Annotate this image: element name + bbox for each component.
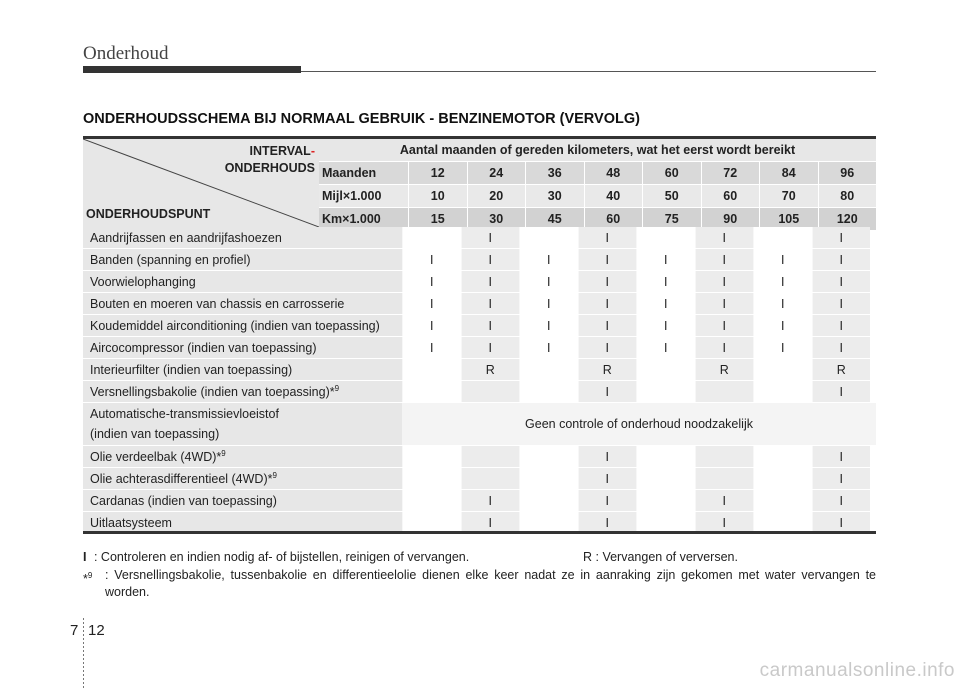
watermark: carmanualsonline.info	[759, 660, 955, 681]
item-value: I	[519, 293, 578, 314]
item-value: I	[578, 512, 637, 533]
item-value: I	[578, 337, 637, 358]
item-value	[519, 490, 578, 511]
item-value	[636, 512, 695, 533]
interval-value: 60	[584, 208, 643, 230]
interval-value: 90	[701, 208, 760, 230]
item-value: I	[461, 227, 520, 248]
item-value: I	[695, 271, 754, 292]
page-title: ONDERHOUDSSCHEMA BIJ NORMAAL GEBRUIK - BENZINEMOTOR (VERVOLG)	[83, 111, 640, 127]
item-value	[519, 468, 578, 489]
item-value	[402, 446, 461, 467]
interval-value: 30	[467, 208, 526, 230]
item-value: I	[461, 512, 520, 533]
header-bar	[83, 66, 301, 73]
interval-value: 75	[642, 208, 701, 230]
interval-caption: Aantal maanden of gereden kilometers, wat het eerst wordt bereikt	[319, 139, 876, 162]
item-value: I	[519, 271, 578, 292]
interval-value: 80	[818, 185, 877, 207]
interval-value: 120	[818, 208, 877, 230]
item-value	[753, 359, 812, 380]
interval-value: 24	[467, 162, 526, 184]
interval-row	[319, 185, 876, 208]
maintenance-point-label: ONDERHOUDSPUNT	[86, 207, 211, 221]
item-value: I	[402, 337, 461, 358]
item-value	[695, 468, 754, 489]
interval-label: INTERVAL- ONDERHOUDS	[224, 144, 315, 175]
table-row	[83, 227, 876, 249]
item-label: Automatische-transmissievloeistof (indien van toepassing)	[83, 403, 402, 445]
table-row	[83, 249, 876, 271]
page-number: 12	[88, 622, 105, 639]
item-value: I	[402, 249, 461, 270]
item-value: I	[402, 315, 461, 336]
interval-value: 50	[642, 185, 701, 207]
legend-i-text: : Controleren en indien nodig af- of bijstellen, reinigen of vervangen.	[93, 550, 470, 564]
item-value	[636, 359, 695, 380]
item-value: R	[461, 359, 520, 380]
item-value: I	[461, 490, 520, 511]
item-value: I	[812, 315, 871, 336]
item-value	[402, 490, 461, 511]
header-rule	[301, 71, 876, 72]
item-value: I	[636, 249, 695, 270]
table-row	[83, 403, 876, 446]
item-value	[519, 359, 578, 380]
maintenance-items	[83, 227, 876, 534]
item-value	[695, 446, 754, 467]
item-value: I	[812, 381, 871, 402]
table-row	[83, 381, 876, 403]
item-value: I	[695, 490, 754, 511]
item-value	[636, 490, 695, 511]
item-value: I	[578, 227, 637, 248]
table-row	[83, 315, 876, 337]
item-value	[402, 359, 461, 380]
item-value: I	[578, 293, 637, 314]
table-row	[83, 293, 876, 315]
table-row	[83, 446, 876, 468]
interval-value: 45	[525, 208, 584, 230]
interval-value: 60	[701, 185, 760, 207]
item-value	[461, 381, 520, 402]
item-value: I	[578, 490, 637, 511]
chapter-number: 7	[70, 622, 79, 639]
item-label: Aircocompressor (indien van toepassing)	[83, 337, 402, 358]
item-label: Versnellingsbakolie (indien van toepassing)*$^9$	[83, 381, 402, 402]
item-label: Cardanas (indien van toepassing)	[83, 490, 402, 511]
interval-value: 84	[759, 162, 818, 184]
item-value	[636, 381, 695, 402]
item-value: I	[461, 293, 520, 314]
item-value: I	[695, 227, 754, 248]
interval-value: 48	[584, 162, 643, 184]
interval-value: 96	[818, 162, 877, 184]
footnote-text: : Versnellingsbakolie, tussenbakolie en differentieelolie dienen elke keer nadat ze in aanraking zijn gekomen met water vervangen te worden.	[105, 568, 876, 599]
item-label: Bouten en moeren van chassis en carrosserie	[83, 293, 402, 314]
item-value: I	[753, 249, 812, 270]
interval-row-label: Mijl×1.000	[322, 189, 382, 203]
item-value	[519, 446, 578, 467]
item-value: I	[402, 271, 461, 292]
table-row	[83, 359, 876, 381]
item-label: Banden (spanning en profiel)	[83, 249, 402, 270]
item-value: I	[461, 315, 520, 336]
item-value: I	[519, 249, 578, 270]
item-value	[636, 446, 695, 467]
item-value	[461, 468, 520, 489]
item-value	[402, 468, 461, 489]
item-value	[753, 381, 812, 402]
table-row	[83, 490, 876, 512]
item-value: I	[695, 293, 754, 314]
item-value: I	[636, 271, 695, 292]
item-value: I	[636, 337, 695, 358]
interval-value: 60	[642, 162, 701, 184]
footnote-mark: *$^9$	[83, 571, 93, 587]
section-title: Onderhoud	[83, 43, 169, 64]
legend-r-text: R : Vervangen of verversen.	[583, 550, 738, 564]
item-value: I	[812, 512, 871, 533]
item-value: R	[578, 359, 637, 380]
item-value	[753, 468, 812, 489]
item-value: I	[812, 227, 871, 248]
no-maintenance-note: Geen controle of onderhoud noodzakelijk	[402, 403, 876, 445]
item-value	[753, 490, 812, 511]
item-value: I	[578, 468, 637, 489]
item-value	[402, 227, 461, 248]
item-value: I	[695, 249, 754, 270]
item-value: I	[753, 293, 812, 314]
interval-value: 15	[408, 208, 467, 230]
item-value: I	[519, 337, 578, 358]
item-value	[461, 446, 520, 467]
interval-value: 30	[525, 185, 584, 207]
legend	[83, 549, 876, 601]
item-value: I	[636, 315, 695, 336]
item-label: Voorwielophanging	[83, 271, 402, 292]
item-value	[753, 446, 812, 467]
interval-value: 72	[701, 162, 760, 184]
interval-value: 20	[467, 185, 526, 207]
item-value: I	[578, 381, 637, 402]
item-value: I	[753, 337, 812, 358]
item-value: I	[812, 468, 871, 489]
item-label: Aandrijfassen en aandrijfashoezen	[83, 227, 402, 248]
item-value: I	[402, 293, 461, 314]
item-value: I	[695, 512, 754, 533]
item-value	[753, 512, 812, 533]
table-row	[83, 271, 876, 293]
interval-header-grid	[319, 139, 876, 231]
interval-value: 40	[584, 185, 643, 207]
item-value: I	[695, 337, 754, 358]
table-row	[83, 337, 876, 359]
item-value: I	[578, 249, 637, 270]
item-value: R	[695, 359, 754, 380]
table-corner-header	[83, 139, 319, 227]
interval-row-label: Km×1.000	[322, 212, 381, 226]
item-value: I	[812, 446, 871, 467]
item-value: I	[578, 446, 637, 467]
item-label: Olie achterasdifferentieel (4WD)*$^9$	[83, 468, 402, 489]
item-value: I	[812, 249, 871, 270]
table-row	[83, 468, 876, 490]
item-value: I	[519, 315, 578, 336]
interval-row	[319, 162, 876, 185]
item-label: Uitlaatsysteem	[83, 512, 402, 533]
item-value: I	[695, 315, 754, 336]
item-value	[519, 512, 578, 533]
item-value: I	[812, 337, 871, 358]
item-value: I	[753, 271, 812, 292]
item-label: Olie verdeelbak (4WD)*$^9$	[83, 446, 402, 467]
item-label: Interieurfilter (indien van toepassing)	[83, 359, 402, 380]
item-value	[636, 227, 695, 248]
item-value: I	[812, 490, 871, 511]
item-value	[753, 227, 812, 248]
interval-value: 10	[408, 185, 467, 207]
item-value: I	[753, 315, 812, 336]
item-value	[402, 512, 461, 533]
item-value: I	[461, 337, 520, 358]
item-value	[402, 381, 461, 402]
item-label: Koudemiddel airconditioning (indien van toepassing)	[83, 315, 402, 336]
interval-row-label: Maanden	[322, 166, 377, 180]
item-value	[636, 468, 695, 489]
footer-separator	[83, 618, 84, 688]
item-value: I	[578, 315, 637, 336]
item-value	[519, 227, 578, 248]
table-bottom-rule	[83, 531, 876, 534]
item-value: I	[578, 271, 637, 292]
interval-value: 70	[759, 185, 818, 207]
item-value	[519, 381, 578, 402]
item-value: R	[812, 359, 871, 380]
item-value: I	[812, 271, 871, 292]
item-value: I	[461, 249, 520, 270]
item-value: I	[461, 271, 520, 292]
interval-value: 105	[759, 208, 818, 230]
interval-value: 36	[525, 162, 584, 184]
item-value: I	[636, 293, 695, 314]
item-value: I	[812, 293, 871, 314]
item-value	[695, 381, 754, 402]
interval-value: 12	[408, 162, 467, 184]
legend-i-mark: I	[83, 550, 87, 564]
